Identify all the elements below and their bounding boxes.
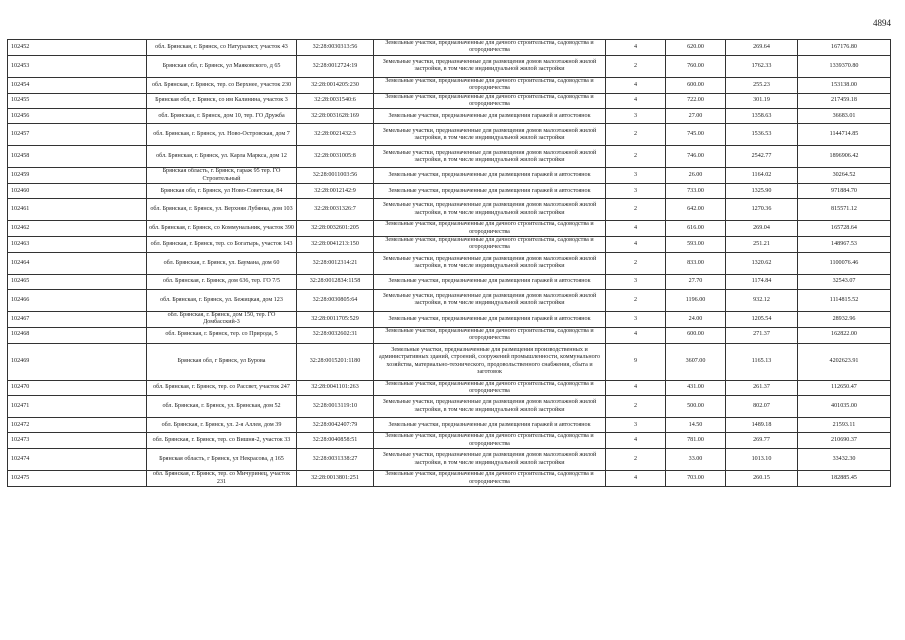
group-number-cell: 3 — [606, 311, 666, 327]
area-cell: 833.00 — [666, 252, 726, 274]
land-use-purpose-cell: Земельные участки, предназначенные для дачного строительства, садоводства и огородничества — [374, 40, 606, 56]
cadastral-value-cell: 217459.18 — [798, 93, 891, 109]
cadastral-value-cell: 167176.80 — [798, 40, 891, 56]
area-cell: 600.00 — [666, 77, 726, 93]
address-cell: обл. Брянская, г. Брянск, тер. со Богатырь, участок 143 — [147, 237, 297, 253]
cadastral-value-cell: 1896906.42 — [798, 146, 891, 168]
address-cell: обл. Брянская, г. Брянск, ул. Бежицкая, дом 123 — [147, 289, 297, 311]
land-use-purpose-cell: Земельные участки, предназначенные для дачного строительства, садоводства и огородничества — [374, 433, 606, 449]
row-id: 102461 — [8, 199, 147, 221]
row-id: 102470 — [8, 380, 147, 396]
table-row — [8, 343, 891, 380]
land-use-purpose-cell: Земельные участки, предназначенные для размещения гаражей и автостоянок — [374, 109, 606, 124]
cadastral-number-cell: 32:28:0040858:51 — [297, 433, 374, 449]
land-use-purpose-cell: Земельные участки, предназначенные для дачного строительства, садоводства и огородничества — [374, 77, 606, 93]
cadastral-value-cell: 148967.53 — [798, 237, 891, 253]
address-cell: обл. Брянская, г. Брянск, тер. со Природа, 5 — [147, 327, 297, 343]
area-cell: 616.00 — [666, 221, 726, 237]
cadastral-value-cell: 33432.30 — [798, 449, 891, 471]
cadastral-number-cell: 32:28:0030805:64 — [297, 289, 374, 311]
land-use-purpose-cell: Земельные участки, предназначенные для дачного строительства, садоводства и огородничества — [374, 380, 606, 396]
address-cell: обл. Брянская, г. Брянск, тер. со Мичуринец, участок 231 — [147, 471, 297, 487]
cadastral-number-cell: 32:28:0031005:8 — [297, 146, 374, 168]
cadastral-value-cell: 32543.07 — [798, 274, 891, 289]
land-use-purpose-cell: Земельные участки, предназначенные для размещения гаражей и автостоянок — [374, 311, 606, 327]
cadastral-value-cell: 401035.00 — [798, 396, 891, 418]
land-use-purpose-cell: Земельные участки, предназначенные для размещения домов малоэтажной жилой застройки, в том числе индивидуальной жилой застройки — [374, 124, 606, 146]
group-number-cell: 2 — [606, 199, 666, 221]
specific-value-cell: 1536.53 — [726, 124, 798, 146]
land-use-purpose-cell: Земельные участки, предназначенные для размещения домов малоэтажной жилой застройки, в том числе индивидуальной жилой застройки — [374, 199, 606, 221]
land-use-purpose-cell: Земельные участки, предназначенные для дачного строительства, садоводства и огородничества — [374, 93, 606, 109]
cadastral-value-cell: 153138.00 — [798, 77, 891, 93]
cadastral-value-cell: 971884.70 — [798, 184, 891, 199]
cadastral-value-cell: 182885.45 — [798, 471, 891, 487]
table-row — [8, 124, 891, 146]
row-id: 102475 — [8, 471, 147, 487]
table-row — [8, 311, 891, 327]
specific-value-cell: 1270.36 — [726, 199, 798, 221]
group-number-cell: 2 — [606, 289, 666, 311]
cadastral-number-cell: 32:28:0012834:1158 — [297, 274, 374, 289]
row-id: 102458 — [8, 146, 147, 168]
table-row — [8, 93, 891, 109]
land-use-purpose-cell: Земельные участки, предназначенные для размещения домов малоэтажной жилой застройки, в том числе индивидуальной жилой застройки — [374, 252, 606, 274]
area-cell: 760.00 — [666, 55, 726, 77]
land-use-purpose-cell: Земельные участки, предназначенные для размещения гаражей и автостоянок — [374, 168, 606, 184]
area-cell: 24.00 — [666, 311, 726, 327]
group-number-cell: 3 — [606, 184, 666, 199]
group-number-cell: 9 — [606, 343, 666, 380]
cadastral-value-cell: 1144714.85 — [798, 124, 891, 146]
row-id: 102462 — [8, 221, 147, 237]
area-cell: 722.00 — [666, 93, 726, 109]
land-use-purpose-cell: Земельные участки, предназначенные для дачного строительства, садоводства и огородничества — [374, 237, 606, 253]
specific-value-cell: 271.37 — [726, 327, 798, 343]
land-use-purpose-cell: Земельные участки, предназначенные для дачного строительства, садоводства и огородничества — [374, 221, 606, 237]
cadastral-number-cell: 32:28:0031628:169 — [297, 109, 374, 124]
address-cell: обл. Брянская, г. Брянск, ул. Брянская, дом 52 — [147, 396, 297, 418]
cadastral-value-cell: 30264.52 — [798, 168, 891, 184]
table-row — [8, 380, 891, 396]
cadastral-value-cell: 112650.47 — [798, 380, 891, 396]
row-id: 102469 — [8, 343, 147, 380]
specific-value-cell: 269.04 — [726, 221, 798, 237]
row-id: 102468 — [8, 327, 147, 343]
table-row — [8, 418, 891, 433]
table-row — [8, 396, 891, 418]
area-cell: 14.50 — [666, 418, 726, 433]
specific-value-cell: 2542.77 — [726, 146, 798, 168]
address-cell: Брянская область, г. Брянск, гараж 95 тер. ГО Строительный — [147, 168, 297, 184]
cadastral-number-cell: 32:28:0041101:263 — [297, 380, 374, 396]
cadastral-number-cell: 32:28:0012142:9 — [297, 184, 374, 199]
cadastral-value-cell: 210690.37 — [798, 433, 891, 449]
group-number-cell: 4 — [606, 380, 666, 396]
table-row — [8, 449, 891, 471]
specific-value-cell: 251.21 — [726, 237, 798, 253]
group-number-cell: 4 — [606, 327, 666, 343]
specific-value-cell: 802.07 — [726, 396, 798, 418]
group-number-cell: 4 — [606, 221, 666, 237]
cadastral-number-cell: 32:28:0011705:529 — [297, 311, 374, 327]
land-use-purpose-cell: Земельные участки, предназначенные для размещения домов малоэтажной жилой застройки, в том числе индивидуальной жилой застройки — [374, 55, 606, 77]
address-cell: обл. Брянская, г. Брянск, дом 636, тер. ГО 7/5 — [147, 274, 297, 289]
table-row — [8, 274, 891, 289]
cadastral-number-cell: 32:28:0015201:1180 — [297, 343, 374, 380]
address-cell: обл. Брянская, г. Брянск, ул. 2-я Аллея, дом 39 — [147, 418, 297, 433]
area-cell: 27.00 — [666, 109, 726, 124]
address-cell: обл. Брянская, г. Брянск, ул. Баумана, дом 60 — [147, 252, 297, 274]
specific-value-cell: 1174.84 — [726, 274, 798, 289]
group-number-cell: 2 — [606, 146, 666, 168]
table-row — [8, 289, 891, 311]
area-cell: 746.00 — [666, 146, 726, 168]
address-cell: Брянская обл, г. Брянск, ул Маяковского, д 65 — [147, 55, 297, 77]
row-id: 102452 — [8, 40, 147, 56]
address-cell: обл. Брянская, г. Брянск, тер. со Верхнее, участок 230 — [147, 77, 297, 93]
area-cell: 33.00 — [666, 449, 726, 471]
row-id: 102455 — [8, 93, 147, 109]
table-row — [8, 237, 891, 253]
table-row — [8, 146, 891, 168]
row-id: 102459 — [8, 168, 147, 184]
group-number-cell: 4 — [606, 40, 666, 56]
group-number-cell: 3 — [606, 274, 666, 289]
area-cell: 3607.00 — [666, 343, 726, 380]
specific-value-cell: 932.12 — [726, 289, 798, 311]
specific-value-cell: 1165.13 — [726, 343, 798, 380]
group-number-cell: 3 — [606, 168, 666, 184]
specific-value-cell: 1358.63 — [726, 109, 798, 124]
row-id: 102456 — [8, 109, 147, 124]
cadastral-number-cell: 32:28:0014205:230 — [297, 77, 374, 93]
group-number-cell: 2 — [606, 124, 666, 146]
area-cell: 600.00 — [666, 327, 726, 343]
specific-value-cell: 269.77 — [726, 433, 798, 449]
cadastral-value-cell: 4202623.91 — [798, 343, 891, 380]
cadastral-value-cell: 1114815.52 — [798, 289, 891, 311]
cadastral-number-cell: 32:28:0032601:205 — [297, 221, 374, 237]
area-cell: 431.00 — [666, 380, 726, 396]
specific-value-cell: 260.15 — [726, 471, 798, 487]
specific-value-cell: 1325.90 — [726, 184, 798, 199]
address-cell: обл. Брянская, г. Брянск, тер. со Рассвет, участок 247 — [147, 380, 297, 396]
cadastral-number-cell: 32:28:0031338:27 — [297, 449, 374, 471]
table-row — [8, 252, 891, 274]
cadastral-value-cell: 815571.12 — [798, 199, 891, 221]
address-cell: обл. Брянская, г. Брянск, ул. Ново-Островская, дом 7 — [147, 124, 297, 146]
cadastral-number-cell: 32:28:0041213:150 — [297, 237, 374, 253]
row-id: 102466 — [8, 289, 147, 311]
group-number-cell: 2 — [606, 55, 666, 77]
cadastral-number-cell: 32:28:0011003:56 — [297, 168, 374, 184]
row-id: 102472 — [8, 418, 147, 433]
cadastral-number-cell: 32:28:0012314:21 — [297, 252, 374, 274]
table-row — [8, 40, 891, 56]
land-use-purpose-cell: Земельные участки, предназначенные для размещения домов малоэтажной жилой застройки, в том числе индивидуальной жилой застройки — [374, 289, 606, 311]
address-cell: обл. Брянская, г. Брянск, тер. со Вишня-2, участок 33 — [147, 433, 297, 449]
specific-value-cell: 255.23 — [726, 77, 798, 93]
group-number-cell: 4 — [606, 433, 666, 449]
specific-value-cell: 269.64 — [726, 40, 798, 56]
area-cell: 26.00 — [666, 168, 726, 184]
row-id: 102460 — [8, 184, 147, 199]
land-use-purpose-cell: Земельные участки, предназначенные для размещения гаражей и автостоянок — [374, 274, 606, 289]
land-use-purpose-cell: Земельные участки, предназначенные для размещения гаражей и автостоянок — [374, 418, 606, 433]
address-cell: обл. Брянская, г. Брянск, со Натуралист, участок 43 — [147, 40, 297, 56]
specific-value-cell: 1320.62 — [726, 252, 798, 274]
table-row — [8, 433, 891, 449]
cadastral-number-cell: 32:28:0012724:19 — [297, 55, 374, 77]
group-number-cell: 3 — [606, 109, 666, 124]
cadastral-number-cell: 32:28:0013119:10 — [297, 396, 374, 418]
table-row — [8, 199, 891, 221]
group-number-cell: 4 — [606, 77, 666, 93]
cadastral-number-cell: 32:28:0031326:7 — [297, 199, 374, 221]
land-use-purpose-cell: Земельные участки, предназначенные для размещения домов малоэтажной жилой застройки, в том числе индивидуальной жилой застройки — [374, 396, 606, 418]
land-use-purpose-cell: Земельные участки, предназначенные для дачного строительства, садоводства и огородничества — [374, 471, 606, 487]
area-cell: 703.00 — [666, 471, 726, 487]
area-cell: 500.00 — [666, 396, 726, 418]
area-cell: 27.70 — [666, 274, 726, 289]
address-cell: обл. Брянская, г. Брянск, со Коммунальник, участок 390 — [147, 221, 297, 237]
address-cell: Брянская обл, г. Брянск, со им Калинина, участок 3 — [147, 93, 297, 109]
table-row — [8, 77, 891, 93]
specific-value-cell: 301.19 — [726, 93, 798, 109]
table-row — [8, 168, 891, 184]
address-cell: обл. Брянская, г. Брянск, дом 150, тер. ГО Домбасский-3 — [147, 311, 297, 327]
page-number: 4894 — [873, 18, 891, 28]
land-use-purpose-cell: Земельные участки, предназначенные для размещения домов малоэтажной жилой застройки, в том числе индивидуальной жилой застройки — [374, 146, 606, 168]
row-id: 102457 — [8, 124, 147, 146]
area-cell: 781.00 — [666, 433, 726, 449]
area-cell: 642.00 — [666, 199, 726, 221]
area-cell: 620.00 — [666, 40, 726, 56]
group-number-cell: 2 — [606, 449, 666, 471]
table-row — [8, 221, 891, 237]
group-number-cell: 4 — [606, 471, 666, 487]
area-cell: 733.00 — [666, 184, 726, 199]
cadastral-number-cell: 32:28:0042407:79 — [297, 418, 374, 433]
cadastral-value-cell: 165728.64 — [798, 221, 891, 237]
address-cell: обл. Брянская, г. Брянск, ул. Верхняя Лубянка, дом 103 — [147, 199, 297, 221]
cadastral-number-cell: 32:28:0021432:3 — [297, 124, 374, 146]
table-row — [8, 184, 891, 199]
cadastral-number-cell: 32:28:0032602:31 — [297, 327, 374, 343]
cadastral-value-cell: 1100076.46 — [798, 252, 891, 274]
row-id: 102464 — [8, 252, 147, 274]
group-number-cell: 2 — [606, 396, 666, 418]
row-id: 102471 — [8, 396, 147, 418]
cadastral-number-cell: 32:28:0013801:251 — [297, 471, 374, 487]
specific-value-cell: 1205.54 — [726, 311, 798, 327]
cadastral-value-cell: 162822.00 — [798, 327, 891, 343]
cadastral-number-cell: 32:28:0031540:6 — [297, 93, 374, 109]
land-use-purpose-cell: Земельные участки, предназначенные для размещения производственных и административных зданий, строений, сооружений промышленности, коммунального хозяйства, материально-технического, продовольственного снабжения, сбыта и заготовок — [374, 343, 606, 380]
row-id: 102465 — [8, 274, 147, 289]
cadastral-value-cell: 28932.96 — [798, 311, 891, 327]
cadastral-value-cell: 36683.01 — [798, 109, 891, 124]
row-id: 102453 — [8, 55, 147, 77]
table-row — [8, 471, 891, 487]
address-cell: Брянская обл, г. Брянск, ул Ново-Советская, 84 — [147, 184, 297, 199]
address-cell: обл. Брянская, г. Брянск, дом 10, тер. ГО Дружба — [147, 109, 297, 124]
cadastral-value-table — [7, 39, 891, 487]
table-row — [8, 327, 891, 343]
group-number-cell: 2 — [606, 252, 666, 274]
table-row — [8, 55, 891, 77]
area-cell: 593.00 — [666, 237, 726, 253]
specific-value-cell: 261.37 — [726, 380, 798, 396]
area-cell: 745.00 — [666, 124, 726, 146]
row-id: 102474 — [8, 449, 147, 471]
table-row — [8, 109, 891, 124]
land-use-purpose-cell: Земельные участки, предназначенные для размещения домов малоэтажной жилой застройки, в том числе индивидуальной жилой застройки — [374, 449, 606, 471]
specific-value-cell: 1164.02 — [726, 168, 798, 184]
cadastral-value-cell: 1339370.80 — [798, 55, 891, 77]
area-cell: 1196.00 — [666, 289, 726, 311]
group-number-cell: 4 — [606, 237, 666, 253]
cadastral-value-cell: 21593.11 — [798, 418, 891, 433]
row-id: 102467 — [8, 311, 147, 327]
row-id: 102473 — [8, 433, 147, 449]
group-number-cell: 4 — [606, 93, 666, 109]
specific-value-cell: 1489.18 — [726, 418, 798, 433]
row-id: 102463 — [8, 237, 147, 253]
specific-value-cell: 1762.33 — [726, 55, 798, 77]
address-cell: Брянская область, г Брянск, ул Некрасова, д 165 — [147, 449, 297, 471]
land-use-purpose-cell: Земельные участки, предназначенные для дачного строительства, садоводства и огородничества — [374, 327, 606, 343]
group-number-cell: 3 — [606, 418, 666, 433]
address-cell: обл. Брянская, г. Брянск, ул. Карла Маркса, дом 12 — [147, 146, 297, 168]
address-cell: Брянская обл, г Брянск, ул Бурова — [147, 343, 297, 380]
specific-value-cell: 1013.10 — [726, 449, 798, 471]
cadastral-number-cell: 32:28:0030313:56 — [297, 40, 374, 56]
land-use-purpose-cell: Земельные участки, предназначенные для размещения гаражей и автостоянок — [374, 184, 606, 199]
row-id: 102454 — [8, 77, 147, 93]
